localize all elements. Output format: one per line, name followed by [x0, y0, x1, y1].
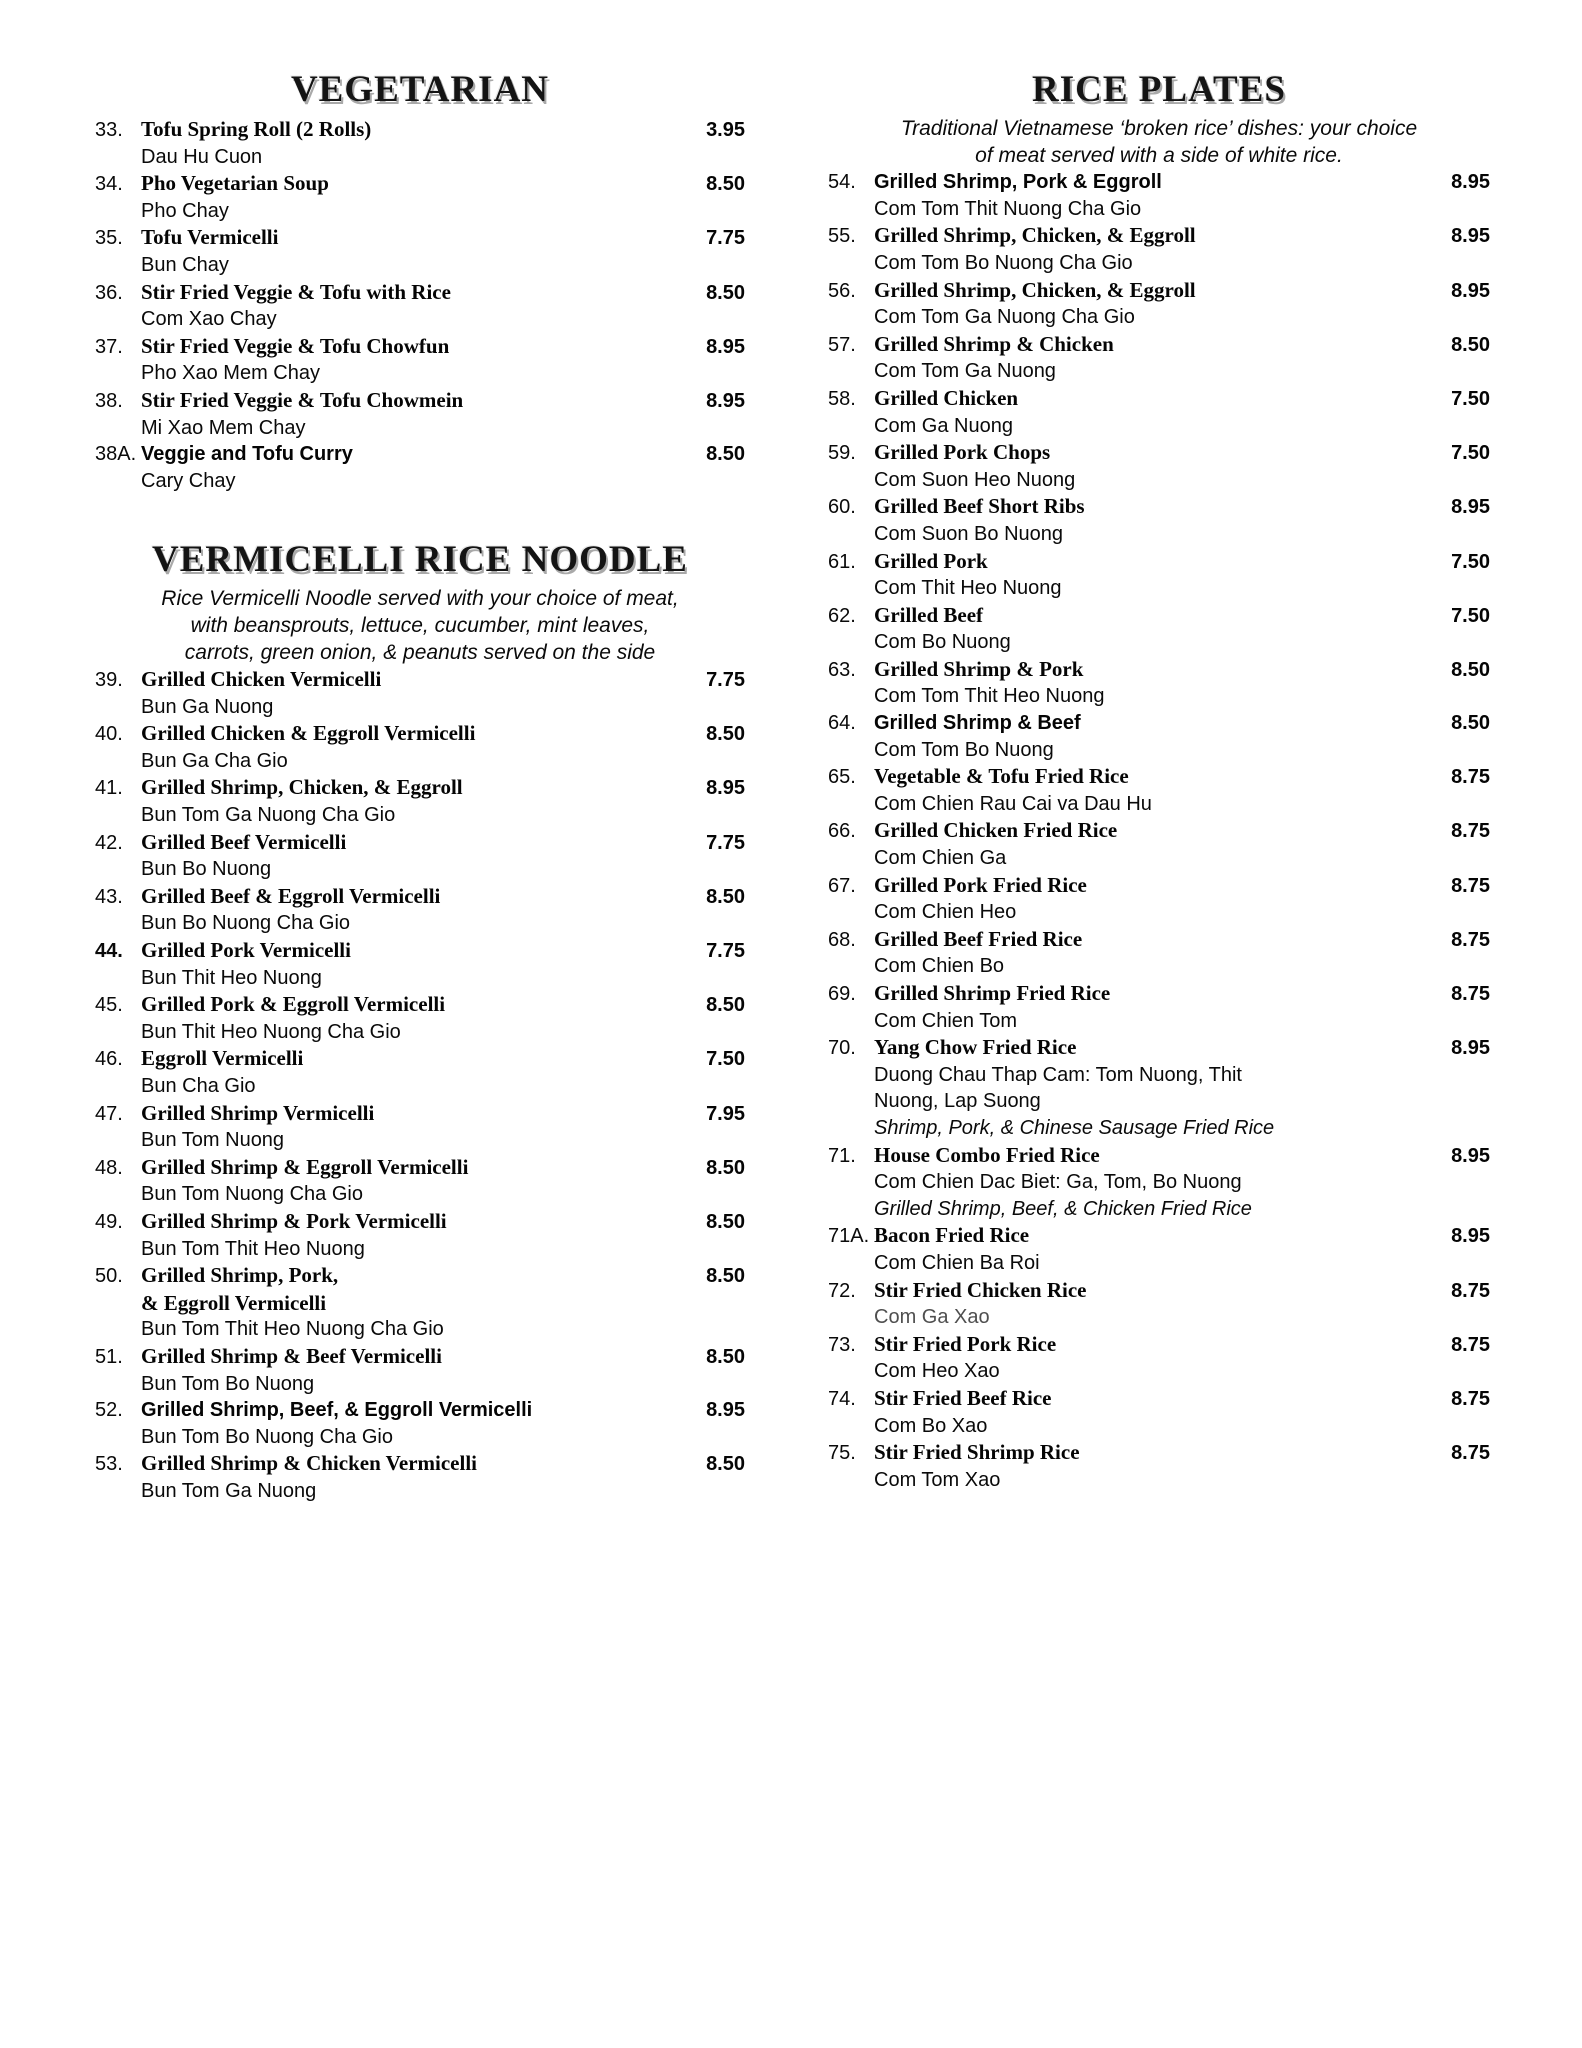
item-subtitle: Com Tom Thit Nuong Cha Gio: [874, 197, 1142, 220]
menu-item-row: [95, 1045, 745, 1073]
menu-item: [95, 937, 745, 991]
item-price: 7.75: [706, 831, 745, 854]
menu-item-row: [95, 774, 745, 802]
item-name: Grilled Shrimp, Beef, & Eggroll Vermicelli: [141, 1399, 533, 1422]
item-subtitle: Bun Tom Thit Heo Nuong Cha Gio: [141, 1318, 444, 1341]
item-price: 7.95: [706, 1102, 745, 1125]
menu-item: [828, 222, 1490, 276]
item-subtitle: Com Tom Bo Nuong: [874, 738, 1054, 761]
item-name: Grilled Beef: [874, 602, 984, 627]
menu-item-row: [95, 1100, 745, 1128]
item-subtitle: Com Bo Nuong: [874, 631, 1011, 654]
item-subtitle: Bun Tom Ga Nuong Cha Gio: [141, 804, 396, 827]
item-price: 8.50: [706, 1453, 745, 1476]
menu-item-row: [95, 720, 745, 748]
item-price: 8.95: [1451, 225, 1490, 248]
item-number: 70.: [828, 1037, 856, 1060]
menu-item-row: [95, 1208, 745, 1236]
item-subtitle: Com Chien Tom: [874, 1009, 1018, 1032]
menu-item-row: [828, 169, 1490, 196]
item-subtitle: Com Chien Dac Biet: Ga, Tom, Bo Nuong: [874, 1171, 1242, 1194]
item-number: 35.: [95, 227, 123, 250]
section-description-line: of meat served with a side of white rice.: [975, 143, 1343, 167]
item-price: 8.95: [1451, 1144, 1490, 1167]
menu-column-right: [828, 0, 1490, 1493]
menu-section: [95, 68, 745, 494]
item-number: 44.: [95, 940, 123, 963]
item-number: 75.: [828, 1442, 856, 1465]
item-subtitle: Com Ga Xao: [874, 1306, 990, 1329]
menu-item: [828, 1142, 1490, 1223]
item-price: 8.75: [1451, 1442, 1490, 1465]
item-subtitle: Bun Chay: [141, 253, 229, 276]
menu-item-row: [828, 817, 1490, 845]
item-name: Grilled Beef Vermicelli: [141, 829, 347, 854]
item-name: Tofu Spring Roll (2 Rolls): [141, 117, 372, 141]
item-name: Grilled Shrimp & Chicken Vermicelli: [141, 1451, 477, 1476]
item-number: 58.: [828, 387, 856, 410]
item-price: 8.50: [706, 994, 745, 1017]
item-name: Grilled Pork Chops: [874, 440, 1051, 465]
item-name: Tofu Vermicelli: [141, 225, 279, 250]
item-name: Grilled Shrimp & Pork Vermicelli: [141, 1208, 447, 1233]
menu-item-row: [828, 872, 1490, 900]
item-price: 8.95: [706, 335, 745, 358]
menu-item: [828, 277, 1490, 331]
menu-item: [828, 493, 1490, 547]
section-description-line: Traditional Vietnamese ‘broken rice’ dishes: your choice: [900, 117, 1418, 140]
menu-item: [95, 720, 745, 774]
item-price: 8.75: [1451, 820, 1490, 843]
menu-item-row: [828, 222, 1490, 250]
item-subtitle: Com Chien Ba Roi: [874, 1251, 1040, 1274]
item-name: Grilled Chicken Vermicelli: [141, 667, 382, 692]
item-price: 7.50: [1451, 550, 1490, 573]
item-name: Stir Fried Shrimp Rice: [874, 1440, 1080, 1465]
menu-item-row: [95, 1397, 745, 1424]
item-name: Stir Fried Veggie & Tofu Chowmein: [141, 387, 464, 412]
item-price: 8.50: [706, 1210, 745, 1233]
item-price: 8.50: [706, 173, 745, 196]
menu-item-row: [828, 602, 1490, 630]
item-number: 65.: [828, 766, 856, 789]
menu-item: [828, 926, 1490, 980]
menu-column-left: [95, 0, 745, 1505]
item-subtitle: Com Chien Ga: [874, 847, 1007, 870]
section-description-line: Rice Vermicelli Noodle served with your choice of meat,: [161, 587, 679, 611]
menu-item-row: [828, 763, 1490, 791]
item-price: 8.75: [1451, 1333, 1490, 1356]
item-subtitle: Dau Hu Cuon: [141, 145, 263, 168]
item-price: 7.75: [706, 669, 745, 692]
menu-item: [95, 1397, 745, 1450]
menu-item-row: [95, 441, 745, 468]
item-subtitle: Com Tom Bo Nuong Cha Gio: [874, 251, 1133, 274]
menu-item: [95, 829, 745, 883]
menu-item-row: [828, 1142, 1490, 1170]
item-name: Yang Chow Fried Rice: [874, 1035, 1077, 1060]
item-price: 8.50: [706, 443, 745, 466]
item-name: Bacon Fried Rice: [874, 1223, 1030, 1248]
menu-item-row: [828, 980, 1490, 1008]
menu-item: [828, 1439, 1490, 1493]
item-subtitle: Com Tom Xao: [874, 1468, 1001, 1491]
item-number: 40.: [95, 723, 123, 746]
item-number: 71A.: [828, 1225, 870, 1248]
item-name-continued: & Eggroll Vermicelli: [141, 1290, 327, 1315]
item-subtitle: Com Tom Ga Nuong Cha Gio: [874, 306, 1135, 329]
item-number: 42.: [95, 831, 123, 854]
item-number: 66.: [828, 820, 856, 843]
item-subtitle: Bun Tom Bo Nuong: [141, 1372, 315, 1395]
item-price: 8.50: [1451, 658, 1490, 681]
item-name: Pho Vegetarian Soup: [141, 171, 329, 196]
item-price: 8.75: [1451, 1387, 1490, 1410]
menu-item: [828, 1331, 1490, 1385]
item-name: Stir Fried Veggie & Tofu Chowfun: [141, 333, 450, 358]
item-subtitle: Bun Ga Cha Gio: [141, 749, 288, 772]
menu-item-row: [828, 1277, 1490, 1305]
menu-item: [828, 656, 1490, 710]
item-name: Grilled Pork Vermicelli: [141, 938, 351, 963]
menu-item: [95, 1045, 745, 1099]
item-number: 73.: [828, 1333, 856, 1356]
item-number: 33.: [95, 119, 123, 141]
menu-item-row: [95, 116, 745, 144]
section-title: RICE PLATES: [1032, 69, 1286, 110]
item-number: 67.: [828, 874, 856, 897]
menu-item-row: [828, 493, 1490, 521]
menu-item: [828, 1222, 1490, 1276]
menu-item-row: [95, 224, 745, 252]
item-subtitle: Bun Thit Heo Nuong Cha Gio: [141, 1020, 401, 1043]
item-subtitle: Com Thit Heo Nuong: [874, 577, 1062, 600]
item-subtitle: Bun Thit Heo Nuong: [141, 966, 322, 989]
menu-item: [828, 710, 1490, 763]
menu-item: [95, 116, 745, 170]
item-price: 8.75: [1451, 766, 1490, 789]
menu-section: [95, 538, 745, 1504]
item-subtitle: Com Bo Xao: [874, 1414, 988, 1437]
item-number: 51.: [95, 1345, 123, 1368]
menu-item-row: [95, 279, 745, 307]
item-number: 45.: [95, 994, 123, 1017]
item-name: Stir Fried Veggie & Tofu with Rice: [141, 279, 451, 304]
item-number: 48.: [95, 1156, 123, 1179]
item-price: 8.50: [706, 723, 745, 746]
menu-item: [828, 1034, 1490, 1141]
menu-item: [828, 1385, 1490, 1439]
item-number: 39.: [95, 669, 123, 692]
menu-item-row: [828, 1385, 1490, 1413]
item-number: 72.: [828, 1279, 856, 1302]
menu-item: [95, 224, 745, 278]
menu-item: [95, 774, 745, 828]
menu-item: [828, 980, 1490, 1034]
menu-item: [95, 170, 745, 224]
item-number: 59.: [828, 442, 856, 465]
item-price: 8.50: [706, 1345, 745, 1368]
menu-item-row: [95, 1154, 745, 1182]
item-price: 7.75: [706, 227, 745, 250]
item-name: Grilled Beef Fried Rice: [874, 926, 1083, 951]
item-number: 55.: [828, 225, 856, 248]
item-price: 7.50: [706, 1048, 745, 1071]
item-name: Grilled Shrimp & Chicken: [874, 331, 1114, 356]
item-price: 3.95: [706, 119, 745, 141]
item-number: 38.: [95, 389, 123, 412]
item-number: 38A.: [95, 443, 137, 466]
menu-item: [95, 1100, 745, 1154]
menu-item: [828, 169, 1490, 222]
item-name: Grilled Shrimp Fried Rice: [874, 981, 1111, 1005]
menu-item: [95, 387, 745, 441]
item-name: Grilled Chicken & Eggroll Vermicelli: [141, 721, 476, 746]
menu-item-row: [828, 656, 1490, 684]
menu-item-row: [95, 991, 745, 1019]
item-name: Grilled Pork Fried Rice: [874, 872, 1087, 897]
item-number: 62.: [828, 604, 856, 627]
item-number: 60.: [828, 496, 856, 519]
menu-item-row: [828, 1439, 1490, 1467]
item-number: 49.: [95, 1210, 123, 1233]
item-number: 71.: [828, 1144, 856, 1167]
menu-item: [95, 1343, 745, 1397]
section-description-line: carrots, green onion, & peanuts served on the side: [184, 640, 656, 664]
menu-item-row: [95, 1450, 745, 1478]
item-name: Grilled Shrimp, Chicken, & Eggroll: [874, 277, 1196, 302]
item-subtitle: Com Chien Rau Cai va Dau Hu: [874, 792, 1152, 815]
item-number: 74.: [828, 1387, 856, 1410]
item-subtitle: Duong Chau Thap Cam: Tom Nuong, Thit: [874, 1063, 1242, 1086]
item-number: 46.: [95, 1048, 123, 1071]
item-subtitle: Bun Tom Nuong Cha Gio: [141, 1183, 363, 1206]
item-subtitle: Bun Bo Nuong Cha Gio: [141, 912, 351, 935]
item-description-italic: Shrimp, Pork, & Chinese Sausage Fried Rice: [874, 1116, 1275, 1139]
item-name: Grilled Beef Short Ribs: [874, 494, 1085, 519]
menu-item: [95, 883, 745, 937]
item-number: 68.: [828, 928, 856, 951]
item-subtitle: Com Chien Heo: [874, 901, 1017, 924]
item-price: 8.75: [1451, 1279, 1490, 1302]
menu-item: [828, 548, 1490, 602]
menu-item-row: [828, 1222, 1490, 1250]
item-price: 8.95: [1451, 279, 1490, 302]
item-name: Grilled Shrimp & Beef Vermicelli: [141, 1343, 442, 1368]
item-name: Grilled Shrimp & Eggroll Vermicelli: [141, 1154, 469, 1179]
menu-item: [828, 872, 1490, 926]
menu-item: [828, 817, 1490, 871]
item-price: 8.75: [1451, 874, 1490, 897]
menu-item-row: [95, 666, 745, 694]
item-number: 41.: [95, 777, 123, 800]
item-subtitle: Com Tom Ga Nuong: [874, 360, 1056, 383]
item-price: 7.50: [1451, 387, 1490, 410]
item-name: Eggroll Vermicelli: [141, 1046, 304, 1071]
item-price: 8.50: [1451, 333, 1490, 356]
menu-item-row: [828, 1331, 1490, 1359]
item-name: Veggie and Tofu Curry: [141, 443, 353, 466]
item-subtitle: Bun Ga Nuong: [141, 695, 274, 718]
item-subtitle: Nuong, Lap Suong: [874, 1090, 1041, 1113]
menu-item-row: [95, 333, 745, 361]
item-name: Grilled Shrimp Vermicelli: [141, 1100, 375, 1125]
menu-item-row: [828, 385, 1490, 413]
item-number: 69.: [828, 983, 856, 1005]
item-price: 7.50: [1451, 442, 1490, 465]
item-name: Grilled Chicken: [874, 385, 1019, 410]
section-title: VERMICELLI RICE NOODLE: [152, 539, 688, 581]
item-price: 8.95: [706, 777, 745, 800]
item-number: 54.: [828, 171, 856, 194]
item-subtitle: Bun Bo Nuong: [141, 858, 272, 881]
section-description-line: with beansprouts, lettuce, cucumber, mint leaves,: [190, 613, 650, 637]
item-price: 8.50: [1451, 712, 1490, 735]
item-name: Grilled Chicken Fried Rice: [874, 818, 1118, 843]
menu-item: [95, 1450, 745, 1504]
menu-item: [95, 279, 745, 333]
item-number: 34.: [95, 173, 123, 196]
item-price: 8.95: [706, 1399, 745, 1422]
menu-item: [828, 331, 1490, 385]
item-number: 61.: [828, 550, 856, 573]
item-price: 8.75: [1451, 983, 1490, 1005]
menu-item: [828, 385, 1490, 439]
item-subtitle: Bun Tom Thit Heo Nuong: [141, 1237, 365, 1260]
item-price: 8.50: [706, 1265, 745, 1288]
item-subtitle: Com Chien Bo: [874, 955, 1005, 978]
menu-item-row: [828, 331, 1490, 359]
item-subtitle: Pho Xao Mem Chay: [141, 362, 320, 385]
item-number: 57.: [828, 333, 856, 356]
item-name: Grilled Pork & Eggroll Vermicelli: [141, 992, 446, 1017]
menu-item: [828, 763, 1490, 817]
item-price: 8.50: [706, 1156, 745, 1179]
menu-item-row: [95, 170, 745, 198]
item-subtitle: Com Tom Thit Heo Nuong: [874, 685, 1105, 708]
menu-item-row: [828, 710, 1490, 737]
menu-item: [95, 441, 745, 494]
item-subtitle: Cary Chay: [141, 469, 236, 492]
item-number: 50.: [95, 1265, 123, 1288]
item-number: 63.: [828, 658, 856, 681]
item-name: Vegetable & Tofu Fried Rice: [874, 764, 1129, 789]
menu-item-row: [828, 548, 1490, 576]
item-number: 53.: [95, 1453, 123, 1476]
item-number: 47.: [95, 1102, 123, 1125]
item-name: Grilled Shrimp, Chicken, & Eggroll: [141, 775, 463, 800]
item-name: Grilled Pork: [874, 548, 988, 573]
item-price: 8.50: [706, 281, 745, 304]
section-title: VEGETARIAN: [290, 69, 550, 110]
item-subtitle: Bun Tom Ga Nuong: [141, 1479, 317, 1502]
item-number: 36.: [95, 281, 123, 304]
item-price: 8.95: [1451, 496, 1490, 519]
menu-item-row: [95, 1343, 745, 1371]
item-subtitle: Bun Tom Nuong: [141, 1129, 285, 1152]
item-name: Grilled Shrimp & Pork: [874, 656, 1084, 681]
item-name: Grilled Shrimp, Pork,: [141, 1263, 339, 1288]
menu-item-row: [95, 387, 745, 415]
item-number: 56.: [828, 279, 856, 302]
menu-item-row: [828, 926, 1490, 954]
item-name: Grilled Shrimp, Chicken, & Eggroll: [874, 223, 1196, 248]
menu-item-row: [95, 1262, 745, 1290]
menu-item: [828, 439, 1490, 493]
item-name: House Combo Fried Rice: [874, 1142, 1100, 1167]
item-price: 8.75: [1451, 928, 1490, 951]
menu-item: [95, 991, 745, 1045]
item-number: 43.: [95, 885, 123, 908]
menu-item-row: [95, 829, 745, 857]
item-name: Grilled Beef & Eggroll Vermicelli: [141, 883, 441, 908]
item-subtitle: Bun Cha Gio: [141, 1075, 256, 1097]
item-price: 8.50: [706, 885, 745, 908]
item-subtitle: Com Suon Heo Nuong: [874, 468, 1076, 491]
item-name: Stir Fried Pork Rice: [874, 1331, 1057, 1356]
menu-item: [95, 333, 745, 387]
item-subtitle: Bun Tom Bo Nuong Cha Gio: [141, 1425, 394, 1448]
menu-item: [828, 602, 1490, 656]
menu-item: [828, 1277, 1490, 1331]
menu-item: [95, 666, 745, 720]
item-number: 52.: [95, 1399, 123, 1422]
item-price: 8.95: [706, 389, 745, 412]
item-description-italic: Grilled Shrimp, Beef, & Chicken Fried Rice: [874, 1197, 1252, 1220]
item-name: Stir Fried Beef Rice: [874, 1385, 1052, 1410]
item-subtitle: Mi Xao Mem Chay: [141, 416, 306, 439]
item-price: 8.95: [1451, 171, 1490, 194]
item-price: 7.50: [1451, 604, 1490, 627]
item-subtitle: Com Ga Nuong: [874, 414, 1013, 437]
menu-item-row: [828, 1034, 1490, 1062]
item-number: 37.: [95, 335, 123, 358]
item-subtitle: Com Heo Xao: [874, 1360, 1000, 1383]
item-subtitle: Com Xao Chay: [141, 308, 277, 331]
item-price: 8.95: [1451, 1225, 1490, 1248]
item-name: Grilled Shrimp & Beef: [874, 712, 1081, 735]
item-number: 64.: [828, 712, 856, 735]
menu-item: [95, 1262, 745, 1343]
item-name: Stir Fried Chicken Rice: [874, 1277, 1087, 1302]
menu-section: [828, 68, 1490, 1493]
menu-item-row: [95, 883, 745, 911]
menu-item: [95, 1208, 745, 1262]
menu-item-row: [95, 937, 745, 965]
item-name: Grilled Shrimp, Pork & Eggroll: [874, 171, 1162, 194]
item-price: 8.95: [1451, 1037, 1490, 1060]
item-price: 7.75: [706, 940, 745, 963]
menu-item-row: [828, 277, 1490, 305]
menu-item: [95, 1154, 745, 1208]
item-subtitle: Pho Chay: [141, 199, 229, 222]
menu-item-row: [828, 439, 1490, 467]
item-subtitle: Com Suon Bo Nuong: [874, 522, 1064, 545]
